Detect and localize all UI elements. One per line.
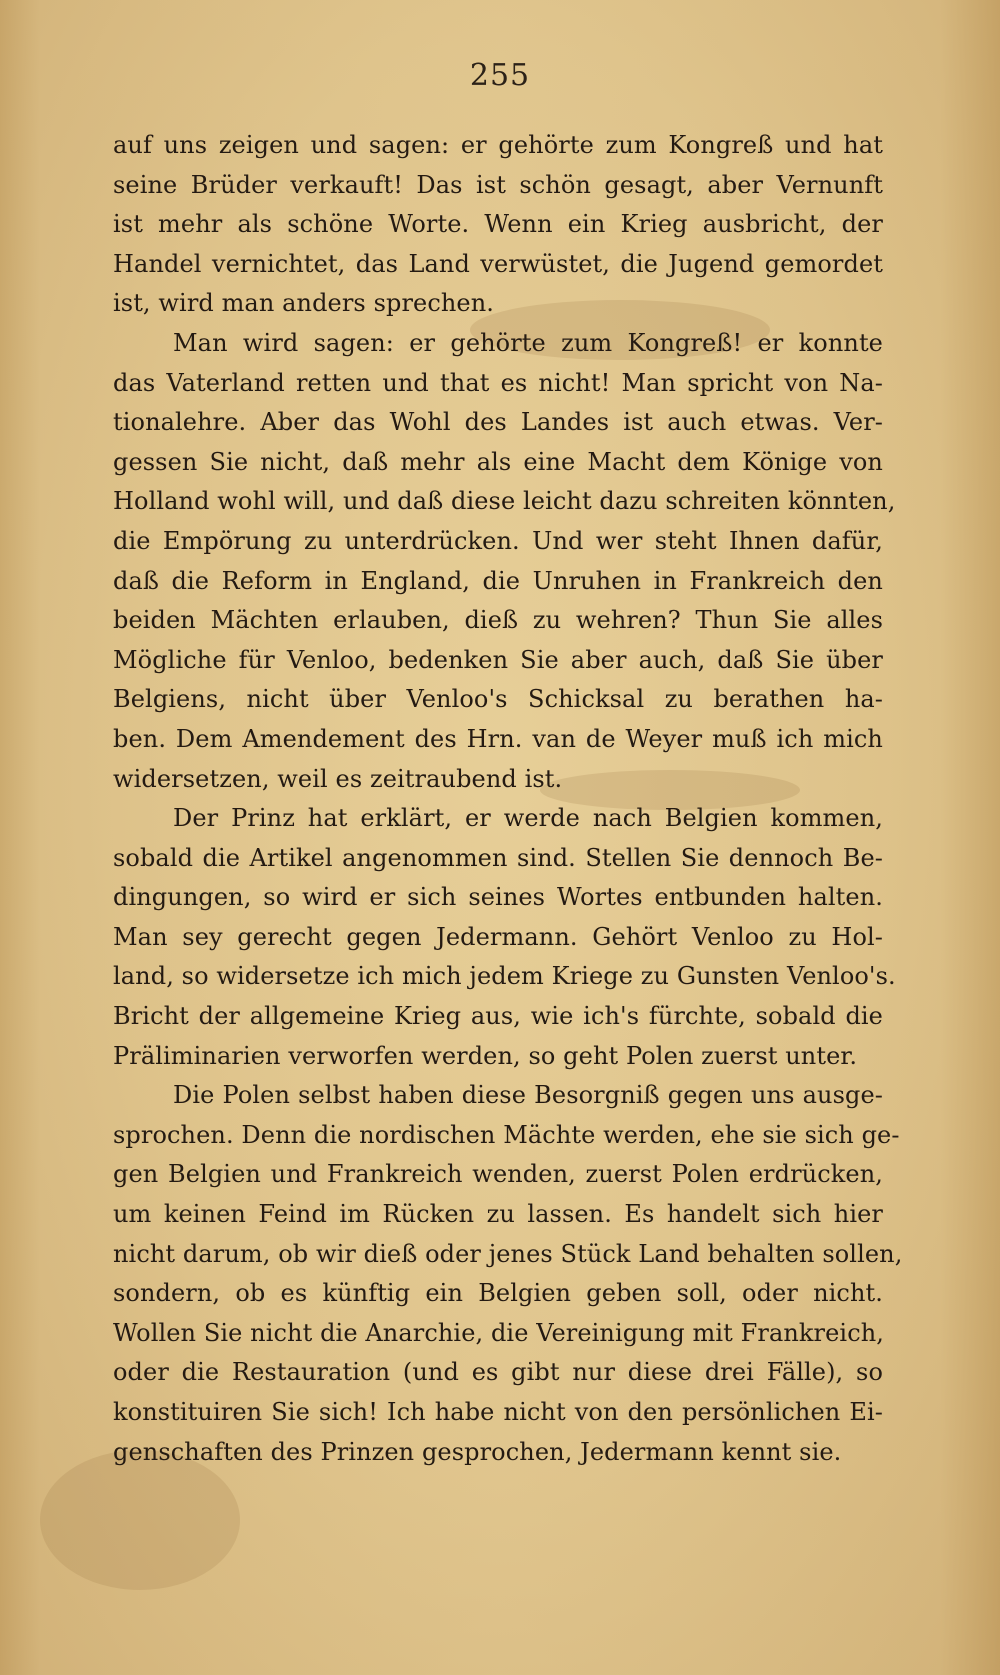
text-line: ist mehr als schöne Worte. Wenn ein Krieg ausbricht, der [113,210,883,239]
text-line: Die Polen selbst haben diese Besorgniß gegen uns ausge- [173,1081,883,1110]
text-line: das Vaterland retten und that es nicht! Man spricht von Na- [113,368,883,397]
text-line: um keinen Feind im Rücken zu lassen. Es handelt sich hier [113,1200,883,1229]
text-line: auf uns zeigen und sagen: er gehörte zum Kongreß und hat [113,131,883,159]
text-line: daß die Reform in England, die Unruhen in Frankreich den [113,566,883,595]
text-line: die Empörung zu unterdrücken. Und wer steht Ihnen dafür, [113,526,883,555]
text-line: ben. Dem Amendement des Hrn. van de Weyer muß ich mich [113,724,883,753]
text-line: sprochen. Denn die nordischen Mächte werden, ehe sie sich ge- [113,1120,900,1149]
text-line: beiden Mächten erlauben, dieß zu wehren? Thun Sie alles [113,606,883,635]
text-line: genschaften des Prinzen gesprochen, Jedermann kennt sie. [113,1437,842,1466]
text-line: seine Brüder verkauft! Das ist schön gesagt, aber Vernunft [113,170,883,199]
text-line: sondern, ob es künftig ein Belgien geben soll, oder nicht. [113,1279,883,1308]
text-line: gessen Sie nicht, daß mehr als eine Macht dem Könige von [113,447,883,476]
text-line: land, so widersetze ich mich jedem Kriege zu Gunsten Venloo's. [113,962,896,991]
text-line: widersetzen, weil es zeitraubend ist. [113,764,563,793]
text-line: dingungen, so wird er sich seines Wortes entbunden halten. [113,883,883,912]
text-line: nicht darum, ob wir dieß oder jenes Stück Land behalten sollen, [113,1239,903,1268]
page-number: 255 [469,58,531,93]
text-line: Handel vernichtet, das Land verwüstet, die Jugend gemordet [113,249,883,278]
text-line: Belgiens, nicht über Venloo's Schicksal zu berathen ha- [113,685,883,714]
text-line: Man wird sagen: er gehörte zum Kongreß! er konnte [173,328,883,357]
text-line: Wollen Sie nicht die Anarchie, die Vereinigung mit Frankreich, [113,1318,885,1347]
text-line: Mögliche für Venloo, bedenken Sie aber auch, daß Sie über [113,645,883,674]
body-text [113,126,903,1472]
text-line: tionalehre. Aber das Wohl des Landes ist auch etwas. Ver- [113,408,883,437]
text-line: sobald die Artikel angenommen sind. Stellen Sie dennoch Be- [113,843,883,872]
text-line: Der Prinz hat erklärt, er werde nach Belgien kommen, [173,804,883,833]
text-line: Präliminarien verworfen werden, so geht Polen zuerst unter. [113,1041,858,1070]
text-line: gen Belgien und Frankreich wenden, zuerst Polen erdrücken, [113,1160,883,1189]
text-line: Holland wohl will, und daß diese leicht dazu schreiten könnten, [113,487,896,516]
text-line: Man sey gerecht gegen Jedermann. Gehört Venloo zu Hol- [113,922,883,951]
text-line: ist, wird man anders sprechen. [113,289,495,318]
text-line: konstituiren Sie sich! Ich habe nicht von den persönlichen Ei- [113,1398,883,1426]
text-line: oder die Restauration (und es gibt nur diese drei Fälle), so [113,1358,883,1387]
text-line: Bricht der allgemeine Krieg aus, wie ich's fürchte, sobald die [113,1002,883,1031]
